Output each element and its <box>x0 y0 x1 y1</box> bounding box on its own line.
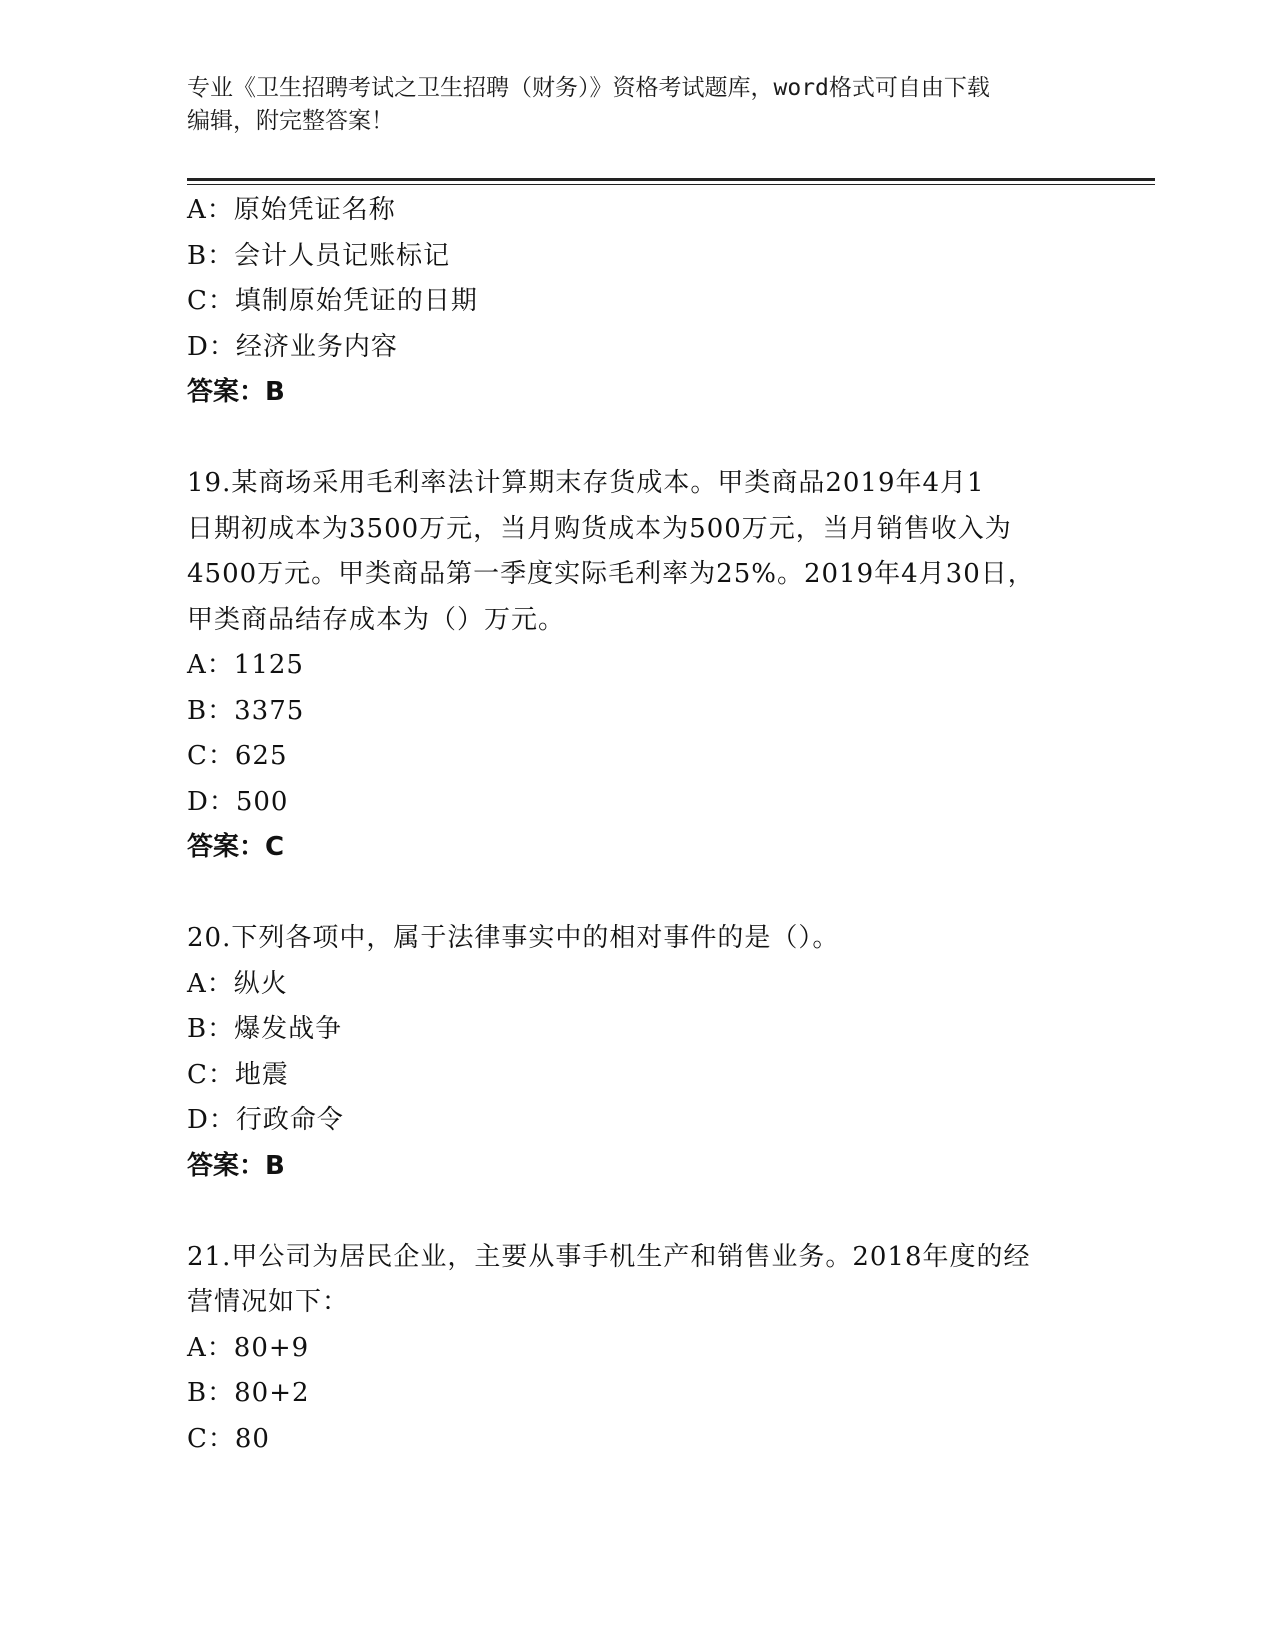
question-list <box>187 188 1087 1462</box>
option-c: C：填制原始凭证的日期 <box>187 286 478 316</box>
header-line-2: 编辑，附完整答案！ <box>187 108 394 134</box>
question-block-19 <box>187 461 1087 871</box>
option-b: B：会计人员记账标记 <box>187 240 451 271</box>
header-divider-thick <box>187 178 1155 181</box>
option-a: A：纵火 <box>187 968 288 999</box>
question-block-20 <box>187 916 1087 1189</box>
question-text-line: 19.某商场采用毛利率法计算期末存货成本。甲类商品2019年4月1 <box>187 468 985 498</box>
option-d: D：经济业务内容 <box>187 331 398 362</box>
option-c: C：地震 <box>187 1059 289 1090</box>
option-a: A：1125 <box>187 650 304 680</box>
question-text-line: 4500万元。甲类商品第一季度实际毛利率为25%。2019年4月30日， <box>187 559 1035 589</box>
answer-line: 答案：B <box>187 1150 285 1181</box>
option-d: D：500 <box>187 786 289 817</box>
option-b: B：3375 <box>187 695 305 726</box>
question-block-prev <box>187 188 1087 416</box>
question-text-line: 营情况如下： <box>187 1287 350 1317</box>
option-b: B：爆发战争 <box>187 1014 343 1044</box>
question-block-21 <box>187 1235 1087 1463</box>
question-text-line: 20.下列各项中，属于法律事实中的相对事件的是（）。 <box>187 923 840 953</box>
answer-line: 答案：C <box>187 832 285 862</box>
option-c: C：80 <box>187 1423 270 1454</box>
option-a: A：80+9 <box>187 1332 310 1363</box>
answer-line: 答案：B <box>187 377 285 407</box>
header-line-1: 专业《卫生招聘考试之卫生招聘（财务）》资格考试题库，word格式可自由下载 <box>187 75 990 101</box>
option-b: B：80+2 <box>187 1378 310 1408</box>
header-divider-thin <box>187 184 1155 185</box>
option-c: C：625 <box>187 741 288 771</box>
question-text-line: 甲类商品结存成本为（）万元。 <box>187 604 566 635</box>
option-d: D：行政命令 <box>187 1105 344 1135</box>
document-header <box>187 72 1087 138</box>
question-text-line: 日期初成本为3500万元，当月购货成本为500万元，当月销售收入为 <box>187 513 1012 544</box>
question-text-line: 21.甲公司为居民企业，主要从事手机生产和销售业务。2018年度的经 <box>187 1241 1031 1272</box>
option-a: A：原始凭证名称 <box>187 195 396 225</box>
